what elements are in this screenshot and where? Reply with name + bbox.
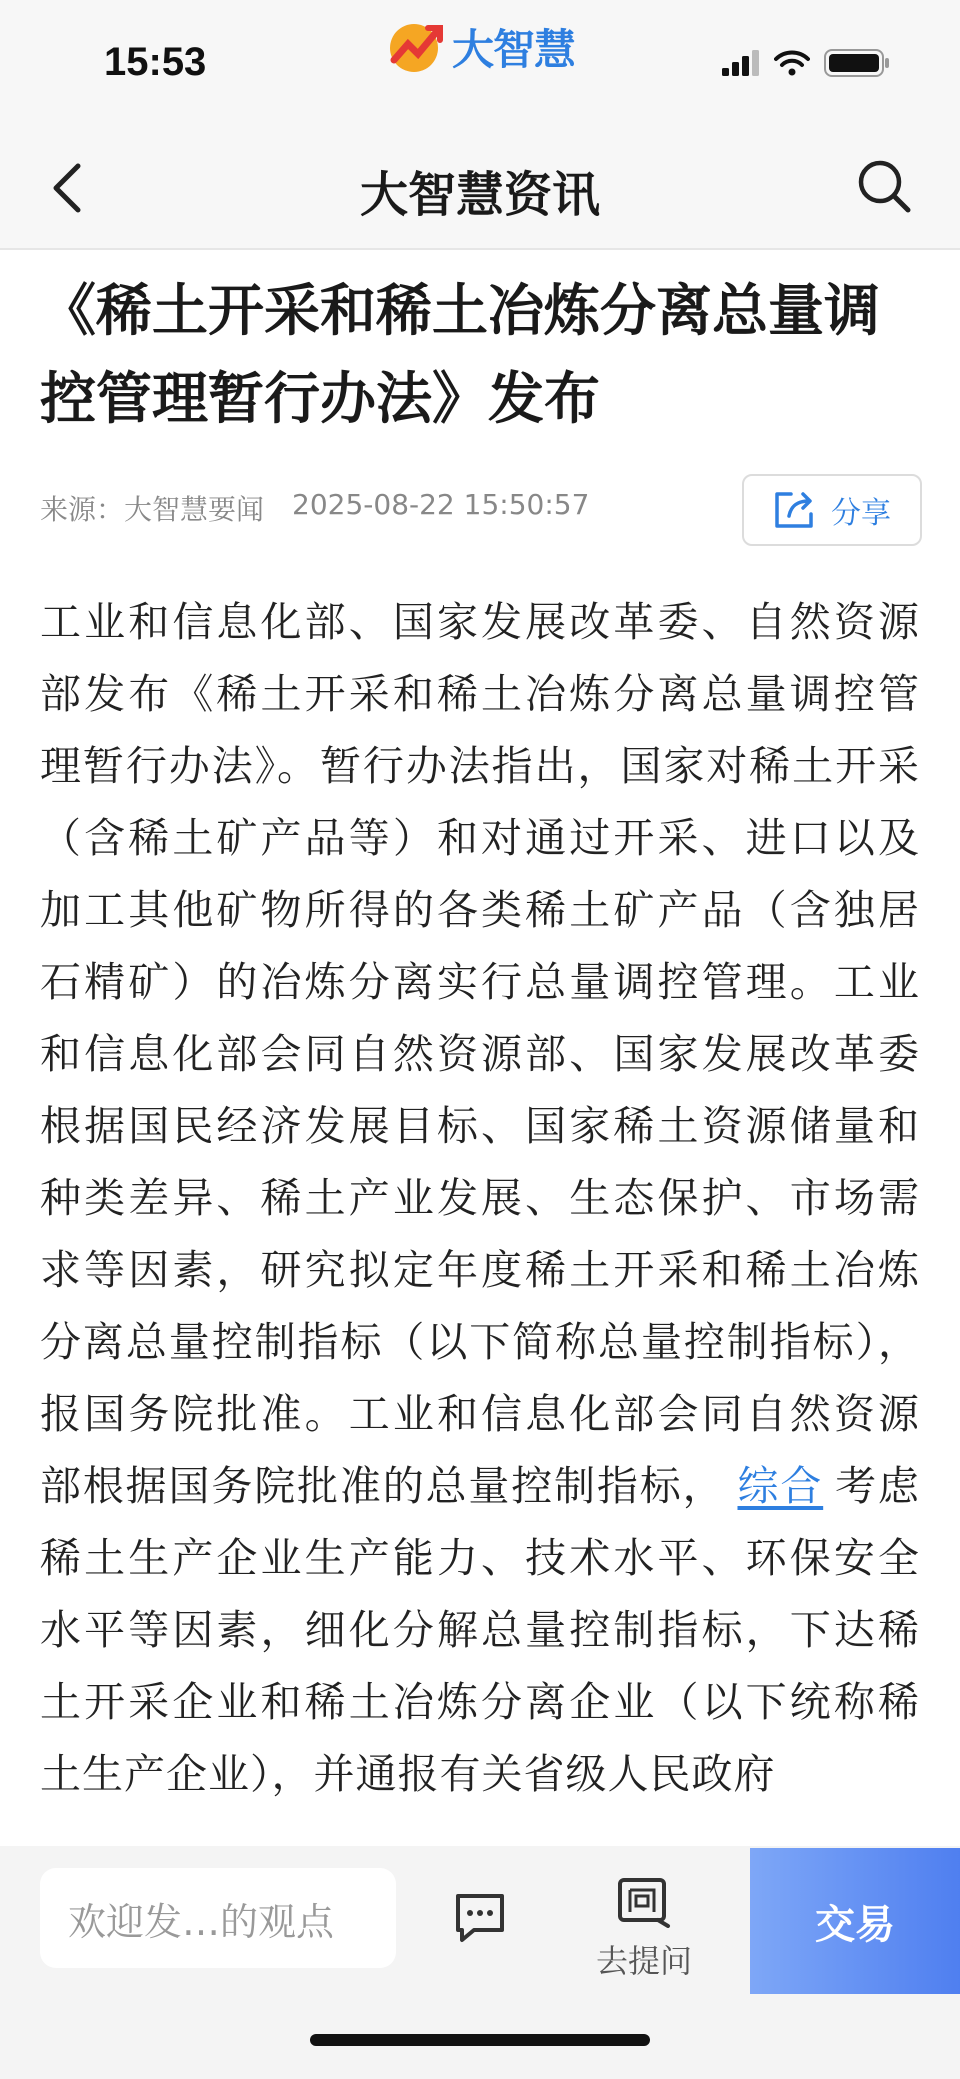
nav-bar (0, 120, 960, 250)
share-icon (773, 490, 817, 530)
signal-icon (722, 50, 760, 76)
share-label: 分享 (831, 496, 891, 531)
trade-button[interactable] (750, 1848, 960, 1994)
status-indicators (722, 48, 890, 78)
share-button[interactable] (742, 474, 922, 546)
article-text-part-2: 考虑稀土生产企业生产能力、技术水平、环保安全水平等因素，细化分解总量控制指标，下达稀土开采企业和稀土冶炼分离企业（以下统称稀土生产企业），并通报有关省级人民政府 (40, 1462, 920, 1798)
article-datetime: 2025-08-22 15:50:57 (292, 488, 590, 521)
article-source: 来源：大智慧要闻 (40, 493, 265, 526)
nav-title: 大智慧资讯 (359, 167, 600, 223)
comment-icon[interactable] (452, 1890, 508, 1946)
logo-mark-icon (384, 16, 446, 78)
article-title: 《稀土开采和稀土冶炼分离总量调控管理暂行办法》发布 (40, 279, 880, 432)
battery-icon (824, 48, 890, 78)
article-body (40, 586, 920, 1846)
logo-text: 大智慧 (452, 25, 576, 74)
ask-label: 去提问 (595, 1942, 692, 1980)
app-logo (384, 14, 584, 80)
article-text-part-1: 工业和信息化部、国家发展改革委、自然资源部发布《稀土开采和稀土冶炼分离总量调控管理暂行办法》。暂行办法指出，国家对稀土开采（含稀土矿产品等）和对通过开采、进口以及加工其他矿物所得的各类稀土矿产品（含独居石精矿）的冶炼分离实行总量调控管理。工业和信息化部会同自然资源部、国家发展改革委根据国民经济发展目标、国家稀土资源储量和种类差异、稀土产业发展、生态保护、市场需求等因素，研究拟定年度稀土开采和稀土冶炼分离总量控制指标（以下简称总量控制指标），报国务院批准。工业和信息化部会同自然资源部根据国务院批准的总量控制指标， (40, 598, 920, 1510)
article-meta (40, 488, 589, 528)
trade-label: 交易 (815, 1901, 895, 1948)
status-bar (0, 0, 960, 120)
home-indicator[interactable] (310, 2034, 650, 2046)
wifi-icon (774, 50, 810, 76)
comment-input[interactable]: 欢迎发…的观点 (40, 1868, 396, 1968)
status-time: 15:53 (104, 40, 207, 84)
ask-question-button[interactable] (584, 1876, 704, 1986)
question-icon (616, 1876, 672, 1928)
inline-link-综合[interactable]: 综合 (737, 1462, 824, 1510)
search-icon[interactable] (856, 158, 912, 214)
